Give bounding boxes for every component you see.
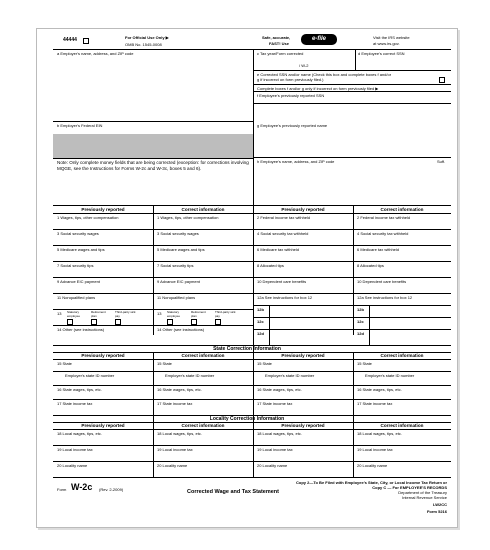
irs-text: Internal Revenue Service [402, 495, 447, 500]
l2-corr-wages: 18 Local wages, tips, etc. [357, 431, 402, 436]
note-text: Note: Only complete money fields that are being corrected (exception: for corrections involving MQGE, see the Instructions for Forms W-2c and W-3c, boxes 5 and 6). [57, 160, 249, 171]
corr-retirement: Retirement plan [191, 310, 206, 318]
s2-prev-state: 15 State [257, 361, 272, 366]
box-f-label: f Employee's previously reported SSN [257, 93, 325, 98]
s1-corr-stateid: Employer's state ID number [165, 373, 215, 378]
l2-corr-tax: 19 Local income tax [357, 447, 393, 452]
box-b-label: b Employer's Federal EIN [57, 123, 103, 128]
prev-box-12a: 12a See instructions for box 12 [257, 295, 313, 300]
l2-prev-locality: 20 Locality name [257, 463, 288, 468]
corr-box-5: 5 Medicare wages and tips [157, 247, 205, 252]
void-checkbox[interactable] [83, 38, 89, 44]
local-section-title: Locality Correction Information [209, 416, 285, 422]
l2-corr-locality: 20 Locality name [357, 463, 388, 468]
form-revision: (Rev. 2-2009) [99, 487, 124, 492]
corr-box-7: 7 Social security tips [157, 263, 194, 268]
prev-box-12c: 12c [257, 319, 264, 324]
corr-box-12b: 12b [357, 307, 364, 312]
l2-prev-wages: 18 Local wages, tips, etc. [257, 431, 302, 436]
form-title: Corrected Wage and Tax Statement [187, 489, 279, 495]
prev-box-4: 4 Social security tax withheld [257, 231, 309, 236]
form-number: Form 5216 [426, 509, 447, 514]
box-e-label-1: e Corrected SSN and/or name (Check this box and complete boxes f and/or [257, 72, 392, 77]
fg-instruction: Complete boxes f and/or g only if incorrect on form previously filed ▶ [257, 86, 379, 91]
prev-header-left: Previously reported [81, 207, 125, 212]
corr-box-2: 2 Federal income tax withheld [357, 215, 411, 220]
s2-corr-stateid: Employer's state ID number [365, 373, 415, 378]
s2-corr-state: 15 State [357, 361, 372, 366]
prev-box-12d: 12d [257, 331, 264, 336]
copy-c-text: Copy C — For EMPLOYEE'S RECORDS [372, 485, 447, 490]
prev-thirdparty: Third-party sick pay [115, 310, 136, 318]
prev-box-6: 6 Medicare tax withheld [257, 247, 300, 252]
void-code: 44444 [63, 37, 77, 43]
prev-box-13: 13 [57, 311, 62, 316]
prev-statutory-checkbox[interactable] [67, 319, 73, 325]
s1-prev-tax: 17 State income tax [57, 401, 93, 406]
corr-box-4: 4 Social security tax withheld [357, 231, 409, 236]
prev-box-9: 9 Advance EIC payment [57, 279, 100, 284]
state-corr-header-1: Correct information [181, 353, 225, 358]
box-g-label: g Employee's previously reported name [257, 123, 328, 128]
prev-box-12b: 12b [257, 307, 264, 312]
official-use: For Official Use Only ▶ [125, 35, 169, 40]
s2-prev-tax: 17 State income tax [257, 401, 293, 406]
prev-box-10: 10 Dependent care benefits [257, 279, 307, 284]
s2-prev-wages: 16 State wages, tips, etc. [257, 387, 302, 392]
box-d-label: d Employee's correct SSN [358, 51, 405, 56]
box-h-label: h Employee's name, address, and ZIP code [257, 159, 335, 164]
form-w2c: W-2c [71, 482, 93, 492]
prev-statutory: Statutory employee [67, 310, 81, 318]
prev-box-2: 2 Federal income tax withheld [257, 215, 311, 220]
l1-prev-tax: 19 Local income tax [57, 447, 93, 452]
state-section-title: State Correction Information [213, 346, 281, 352]
prev-retirement: Retirement plan [91, 310, 106, 318]
s2-corr-tax: 17 State income tax [357, 401, 393, 406]
box-e-label-2: g if incorrect on form previously filed.) [257, 77, 324, 82]
corr-thirdparty-checkbox[interactable] [215, 319, 221, 325]
efile-logo: e-file [301, 34, 337, 45]
s1-prev-stateid: Employer's state ID number [65, 373, 115, 378]
corr-statutory: Statutory employee [167, 310, 181, 318]
form-label: Form [57, 487, 67, 492]
prev-box-11: 11 Nonqualified plans [57, 295, 96, 300]
prev-box-3: 3 Social security wages [57, 231, 99, 236]
s1-prev-wages: 16 State wages, tips, etc. [57, 387, 102, 392]
l1-corr-locality: 20 Locality name [157, 463, 188, 468]
prev-thirdparty-checkbox[interactable] [115, 319, 121, 325]
corr-box-6: 6 Medicare tax withheld [357, 247, 400, 252]
corr-box-14: 14 Other (see instructions) [157, 327, 205, 332]
local-prev-header-1: Previously reported [81, 423, 125, 428]
s1-prev-state: 15 State [57, 361, 72, 366]
prev-box-7: 7 Social security tips [57, 263, 94, 268]
state-corr-header-2: Correct information [380, 353, 424, 358]
omb-number: OMB No. 1545-0008 [125, 42, 162, 47]
prev-box-1: 1 Wages, tips, other compensation [57, 215, 119, 220]
state-prev-header-2: Previously reported [281, 353, 325, 358]
suffix-label: Suff. [437, 159, 446, 164]
visit-text-2: at www.irs.gov. [373, 41, 400, 46]
corr-box-13: 13 [157, 311, 162, 316]
corr-header-left: Correct information [181, 207, 225, 212]
s2-corr-wages: 16 State wages, tips, etc. [357, 387, 402, 392]
shaded-area [53, 134, 253, 158]
prev-box-14: 14 Other (see instructions) [57, 327, 105, 332]
s1-corr-tax: 17 State income tax [157, 401, 193, 406]
l1-corr-wages: 18 Local wages, tips, etc. [157, 431, 202, 436]
prev-box-8: 8 Allocated tips [257, 263, 284, 268]
l1-prev-wages: 18 Local wages, tips, etc. [57, 431, 102, 436]
l1-prev-locality: 20 Locality name [57, 463, 88, 468]
corr-box-10: 10 Dependent care benefits [357, 279, 407, 284]
s1-corr-state: 15 State [157, 361, 172, 366]
dept-treasury: Department of the Treasury [398, 490, 447, 495]
copy-2-text: Copy 2—To Be Filed with Employee's State, City, or Local Income Tax Return or [296, 480, 447, 485]
corrected-ssn-checkbox[interactable] [439, 77, 445, 83]
l2-prev-tax: 19 Local income tax [257, 447, 293, 452]
corr-box-3: 3 Social security wages [157, 231, 199, 236]
prev-header-right: Previously reported [281, 207, 325, 212]
corr-statutory-checkbox[interactable] [167, 319, 173, 325]
corr-box-12a: 12a See instructions for box 12 [357, 295, 413, 300]
prev-retirement-checkbox[interactable] [91, 319, 97, 325]
box-a-label: a Employer's name, address, and ZIP code [57, 51, 134, 56]
form-w2-text: / W-2 [299, 63, 309, 68]
corr-box-11: 11 Nonqualified plans [157, 295, 196, 300]
corr-header-right: Correct information [380, 207, 424, 212]
local-corr-header-2: Correct information [380, 423, 424, 428]
corr-retirement-checkbox[interactable] [191, 319, 197, 325]
box-c-label: c Tax year/Form corrected [257, 51, 304, 56]
w2c-form [36, 28, 458, 528]
s1-corr-wages: 16 State wages, tips, etc. [157, 387, 202, 392]
corr-box-1: 1 Wages, tips, other compensation [157, 215, 219, 220]
safe-text: Safe, accurate, [262, 35, 291, 40]
state-prev-header-1: Previously reported [81, 353, 125, 358]
corr-box-12c: 12c [357, 319, 364, 324]
corr-box-12d: 12d [357, 331, 364, 336]
lw2cc-code: LW2CC [433, 502, 447, 507]
l1-corr-tax: 19 Local income tax [157, 447, 193, 452]
local-prev-header-2: Previously reported [281, 423, 325, 428]
prev-box-5: 5 Medicare wages and tips [57, 247, 105, 252]
fast-text: FAST! Use [269, 41, 290, 46]
corr-box-9: 9 Advance EIC payment [157, 279, 200, 284]
s2-prev-stateid: Employer's state ID number [265, 373, 315, 378]
visit-text-1: Visit the IRS website [373, 35, 410, 40]
corr-thirdparty: Third-party sick pay [215, 310, 236, 318]
corr-box-8: 8 Allocated tips [357, 263, 384, 268]
local-corr-header-1: Correct information [181, 423, 225, 428]
